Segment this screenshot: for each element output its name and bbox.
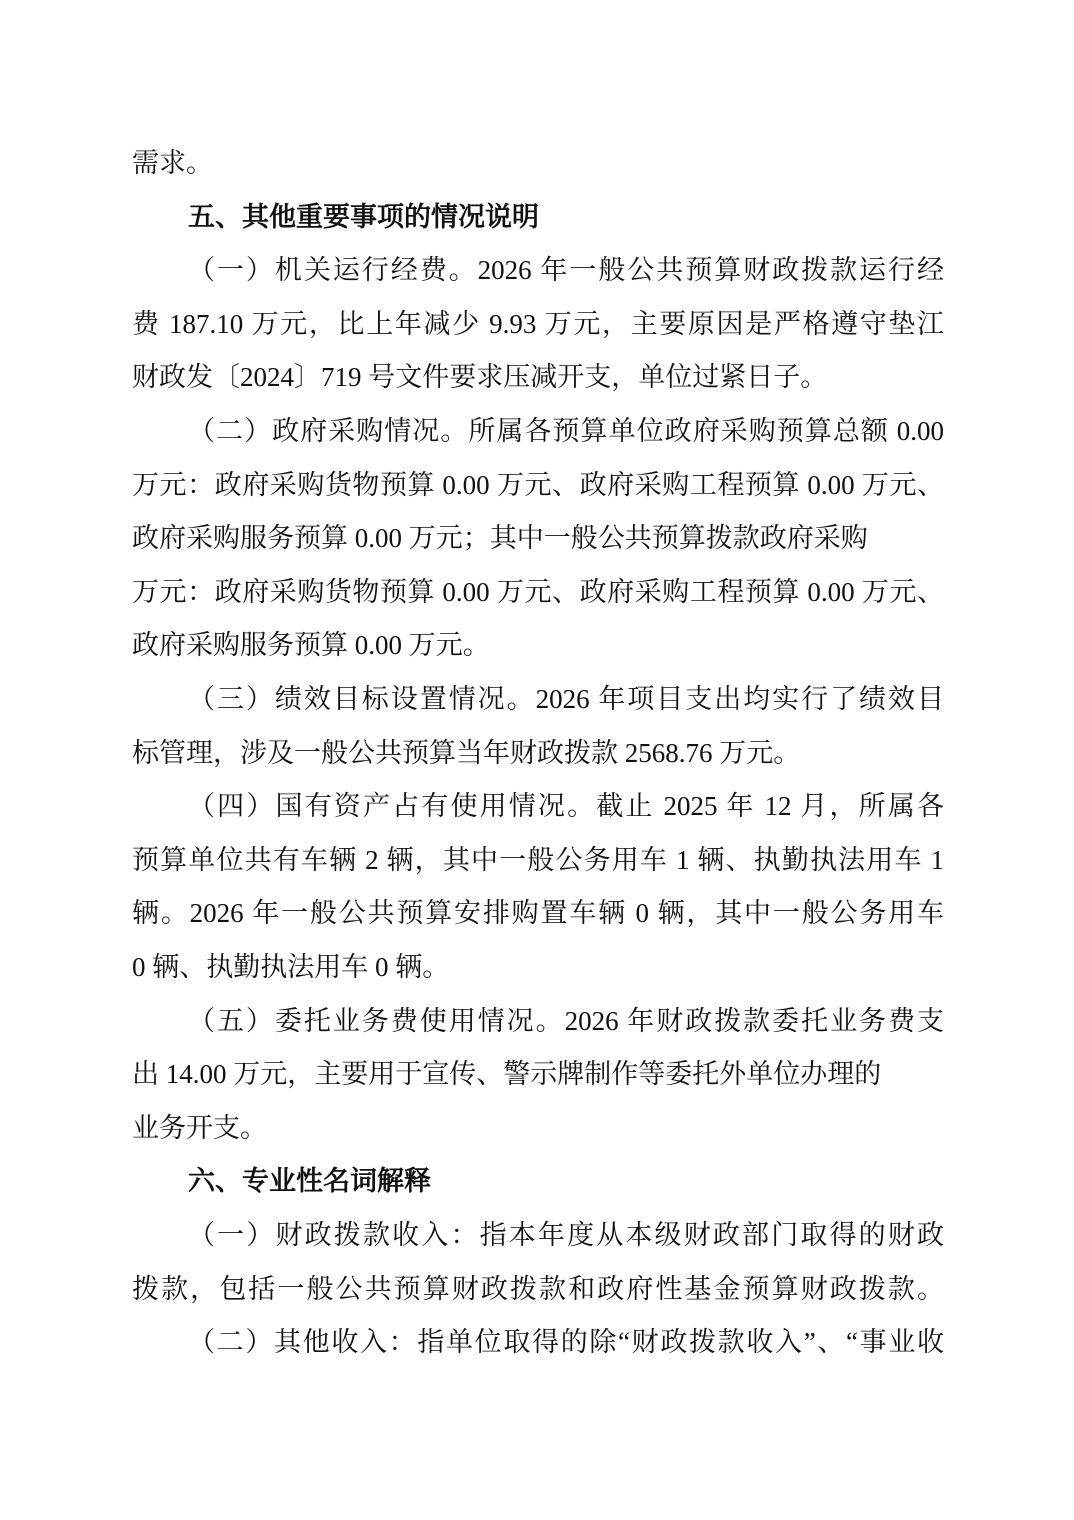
text-line: （一）机关运行经费。2026 年一般公共预算财政拨款运行经 (188, 255, 944, 286)
text-line: 政府采购服务预算 0.00 万元；其中一般公共预算拨款政府采购 (132, 523, 868, 554)
text-line: 需求。 (132, 148, 213, 178)
text-line: （三）绩效目标设置情况。2026 年项目支出均实行了绩效目 (188, 684, 944, 714)
text-line: 业务开支。 (132, 1112, 267, 1143)
text-line: 财政发〔2024〕719 号文件要求压减开支，单位过紧日子。 (132, 362, 828, 393)
text-line: 费 187.10 万元，比上年减少 9.93 万元，主要原因是严格遵守垫江 (132, 308, 944, 339)
text-line: 标管理，涉及一般公共预算当年财政拨款 2568.76 万元。 (132, 737, 801, 768)
text-line: 预算单位共有车辆 2 辆，其中一般公务用车 1 辆、执勤执法用车 1 (132, 844, 944, 875)
section-heading: 五、其他重要事项的情况说明 (188, 201, 539, 232)
text-line: 0 辆、执勤执法用车 0 辆。 (132, 952, 450, 982)
text-line: 万元：政府采购货物预算 0.00 万元、政府采购工程预算 0.00 万元、 (132, 469, 944, 500)
text-line: 万元：政府采购货物预算 0.00 万元、政府采购工程预算 0.00 万元、 (132, 576, 944, 607)
text-line: 出 14.00 万元，主要用于宣传、警示牌制作等委托外单位办理的 (132, 1059, 882, 1090)
text-line: （五）委托业务费使用情况。2026 年财政拨款委托业务费支 (188, 1005, 944, 1036)
text-line: （二）政府采购情况。所属各预算单位政府采购预算总额 0.00 (188, 416, 944, 446)
text-line: （二）其他收入：指单位取得的除“财政拨款收入”、“事业收 (188, 1327, 944, 1358)
text-line: （四）国有资产占有使用情况。截止 2025 年 12 月，所属各 (188, 791, 944, 822)
text-line: （一）财政拨款收入：指本年度从本级财政部门取得的财政 (188, 1220, 944, 1250)
text-line: 政府采购服务预算 0.00 万元。 (132, 630, 490, 661)
text-line: 拨款，包括一般公共预算财政拨款和政府性基金预算财政拨款。 (132, 1273, 944, 1304)
section-heading: 六、专业性名词解释 (188, 1166, 431, 1197)
text-line: 辆。2026 年一般公共预算安排购置车辆 0 辆，其中一般公务用车 (132, 898, 944, 929)
